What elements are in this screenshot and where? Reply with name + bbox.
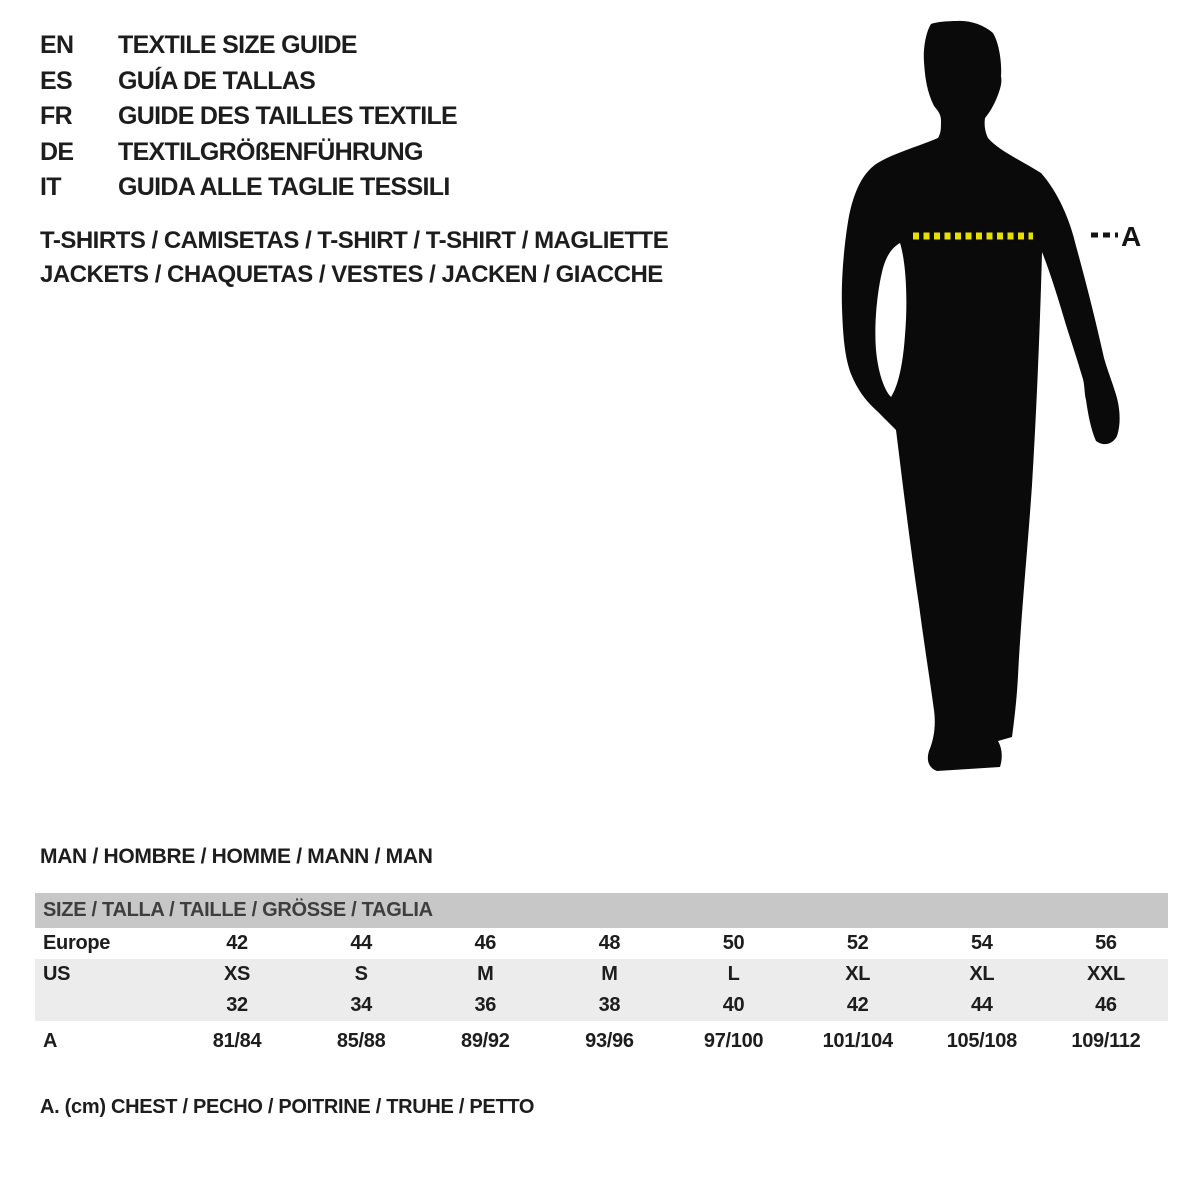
size-value: 40 xyxy=(722,994,745,1016)
size-value: 44 xyxy=(970,994,993,1016)
row-label: Europe xyxy=(43,932,111,954)
size-table xyxy=(35,893,1168,1061)
size-value: XXL xyxy=(1086,963,1125,985)
language-title: GUÍA DE TALLAS xyxy=(118,66,316,95)
table-row-us-numeric xyxy=(35,990,1168,1021)
size-value: 50 xyxy=(722,932,745,954)
table-row-us xyxy=(35,959,1168,990)
language-code: FR xyxy=(40,102,72,130)
size-value: 46 xyxy=(1095,994,1117,1016)
size-value: 105/108 xyxy=(946,1029,1017,1052)
language-code: DE xyxy=(40,137,74,166)
size-value: M xyxy=(477,963,494,985)
size-value: L xyxy=(727,963,740,985)
category-line-tshirts: T-SHIRTS / CAMISETAS / T-SHIRT / T-SHIRT / MAGLIETTE xyxy=(40,227,669,254)
size-value: 85/88 xyxy=(336,1029,386,1052)
size-value: 44 xyxy=(350,932,373,954)
size-value: 32 xyxy=(226,994,248,1016)
size-value: 101/104 xyxy=(822,1029,893,1052)
size-value: 89/92 xyxy=(461,1029,510,1052)
size-value: XL xyxy=(969,963,995,985)
size-value: 52 xyxy=(846,932,869,954)
size-value: 42 xyxy=(226,932,248,954)
size-value: XS xyxy=(224,963,251,985)
size-value: 34 xyxy=(350,994,373,1016)
size-value: 109/112 xyxy=(1071,1029,1141,1052)
size-value: 81/84 xyxy=(212,1029,262,1052)
section-heading-man: MAN / HOMBRE / HOMME / MANN / MAN xyxy=(40,845,433,868)
size-value: XL xyxy=(845,963,871,985)
size-value: 42 xyxy=(846,994,869,1016)
man-silhouette xyxy=(842,21,1120,771)
size-value: 48 xyxy=(598,932,621,954)
row-label: US xyxy=(43,963,71,985)
language-title: GUIDE DES TAILLES TEXTILE xyxy=(118,102,458,130)
language-code: ES xyxy=(40,66,72,95)
size-table-header: SIZE / TALLA / TAILLE / GRÖSSE / TAGLIA xyxy=(35,893,1168,928)
size-value: 36 xyxy=(474,994,497,1016)
measure-footnote: A. (cm) CHEST / PECHO / POITRINE / TRUHE / PETTO xyxy=(40,1096,535,1118)
size-value: 46 xyxy=(474,932,497,954)
size-value: 97/100 xyxy=(703,1029,764,1052)
language-title: TEXTILE SIZE GUIDE xyxy=(118,31,357,59)
size-value: 38 xyxy=(598,994,621,1016)
language-code: EN xyxy=(40,31,74,59)
measure-label-a: A xyxy=(1121,221,1142,252)
size-value: 93/96 xyxy=(585,1029,634,1052)
language-title: TEXTILGRÖßENFÜHRUNG xyxy=(118,137,423,166)
size-value: 56 xyxy=(1095,932,1117,954)
language-code: IT xyxy=(40,173,61,201)
table-row-chest-a xyxy=(35,1021,1168,1061)
category-line-jackets: JACKETS / CHAQUETAS / VESTES / JACKEN / GIACCHE xyxy=(40,261,663,288)
size-value: 54 xyxy=(970,932,993,954)
language-title: GUIDA ALLE TAGLIE TESSILI xyxy=(118,173,450,201)
size-value: M xyxy=(601,963,618,985)
row-label: A xyxy=(43,1029,58,1052)
size-value: S xyxy=(354,963,368,985)
table-row-europe xyxy=(35,928,1168,959)
